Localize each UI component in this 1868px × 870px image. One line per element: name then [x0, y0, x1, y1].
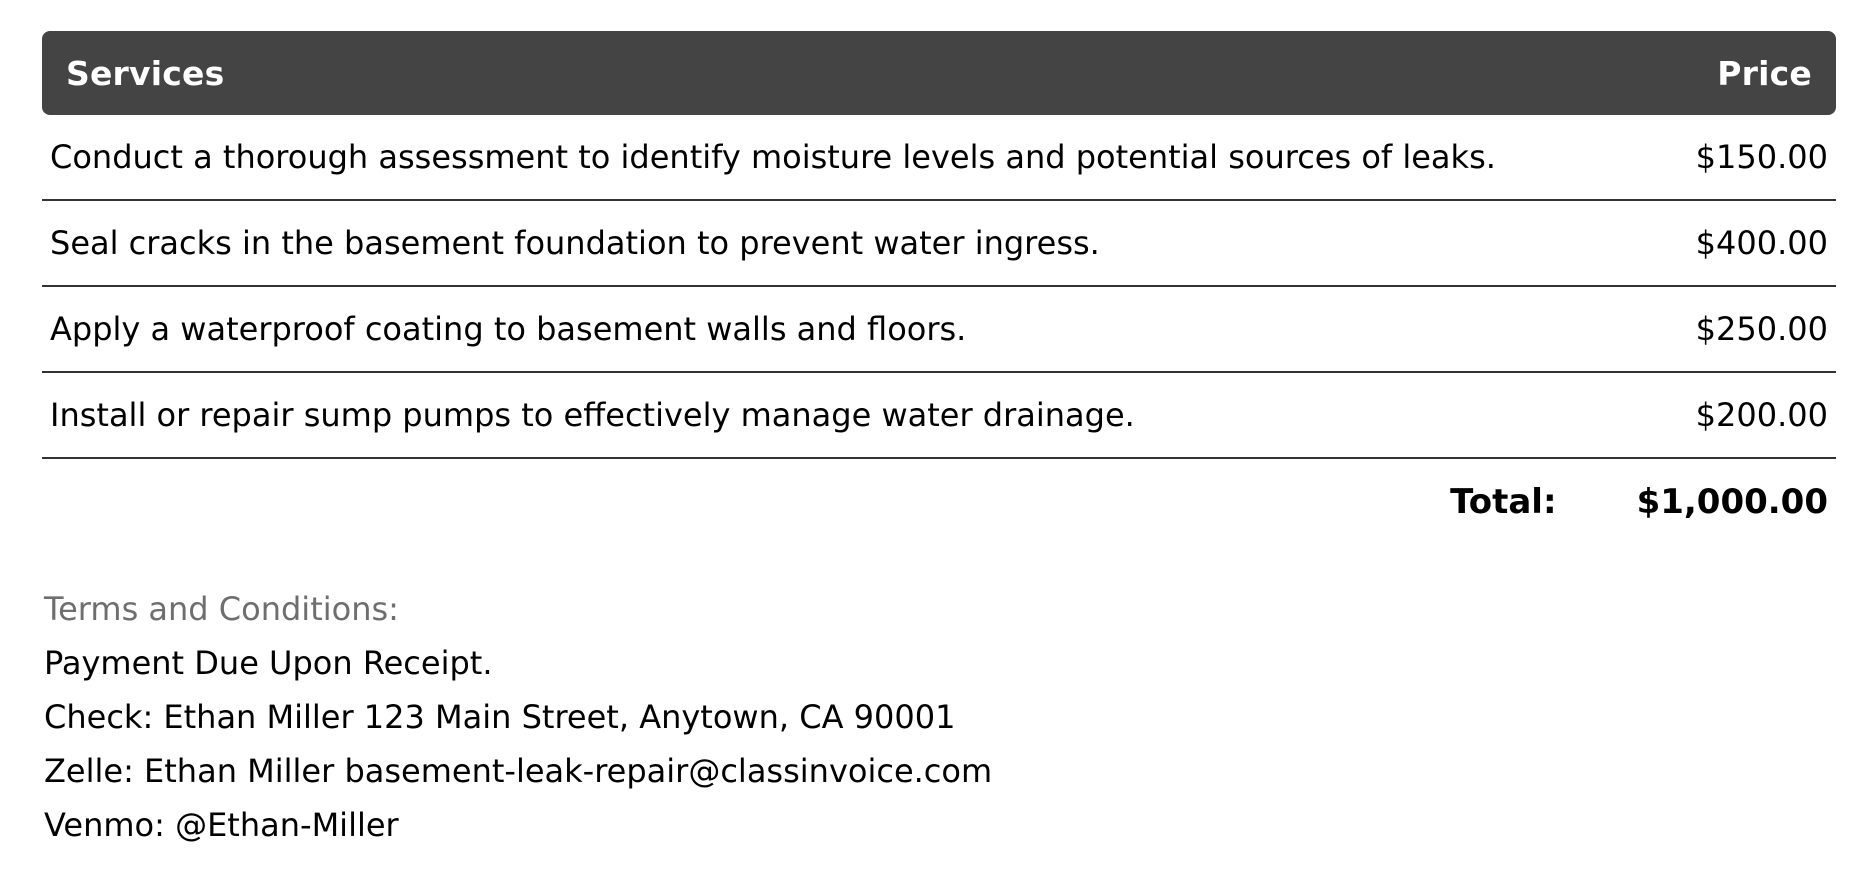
service-description: Conduct a thorough assessment to identify moisture levels and potential sources of leaks. [50, 138, 1496, 176]
terms-payment-due: Payment Due Upon Receipt. [44, 644, 493, 682]
total-value: $1,000.00 [1636, 482, 1828, 522]
terms-check-payment: Check: Ethan Miller 123 Main Street, Anytown, CA 90001 [44, 698, 956, 736]
table-row [42, 373, 1836, 459]
terms-title: Terms and Conditions: [44, 590, 399, 628]
terms-section [44, 582, 992, 852]
terms-zelle-payment: Zelle: Ethan Miller basement-leak-repair@classinvoice.com [44, 752, 993, 790]
total-label: Total: [1450, 482, 1557, 522]
service-description: Apply a waterproof coating to basement walls and floors. [50, 310, 967, 348]
service-price: $400.00 [1695, 224, 1828, 262]
service-price: $200.00 [1695, 396, 1828, 434]
terms-venmo-payment: Venmo: @Ethan-Miller [44, 806, 399, 844]
service-price: $150.00 [1695, 138, 1828, 176]
service-description: Seal cracks in the basement foundation to prevent water ingress. [50, 224, 1100, 262]
table-row [42, 287, 1836, 373]
service-description: Install or repair sump pumps to effectively manage water drainage. [50, 396, 1135, 434]
total-row [42, 459, 1836, 545]
table-header [42, 31, 1836, 115]
services-column-header: Services [66, 53, 225, 93]
table-row [42, 201, 1836, 287]
services-table [42, 31, 1836, 545]
service-price: $250.00 [1695, 310, 1828, 348]
price-column-header: Price [1717, 53, 1812, 93]
table-row [42, 115, 1836, 201]
